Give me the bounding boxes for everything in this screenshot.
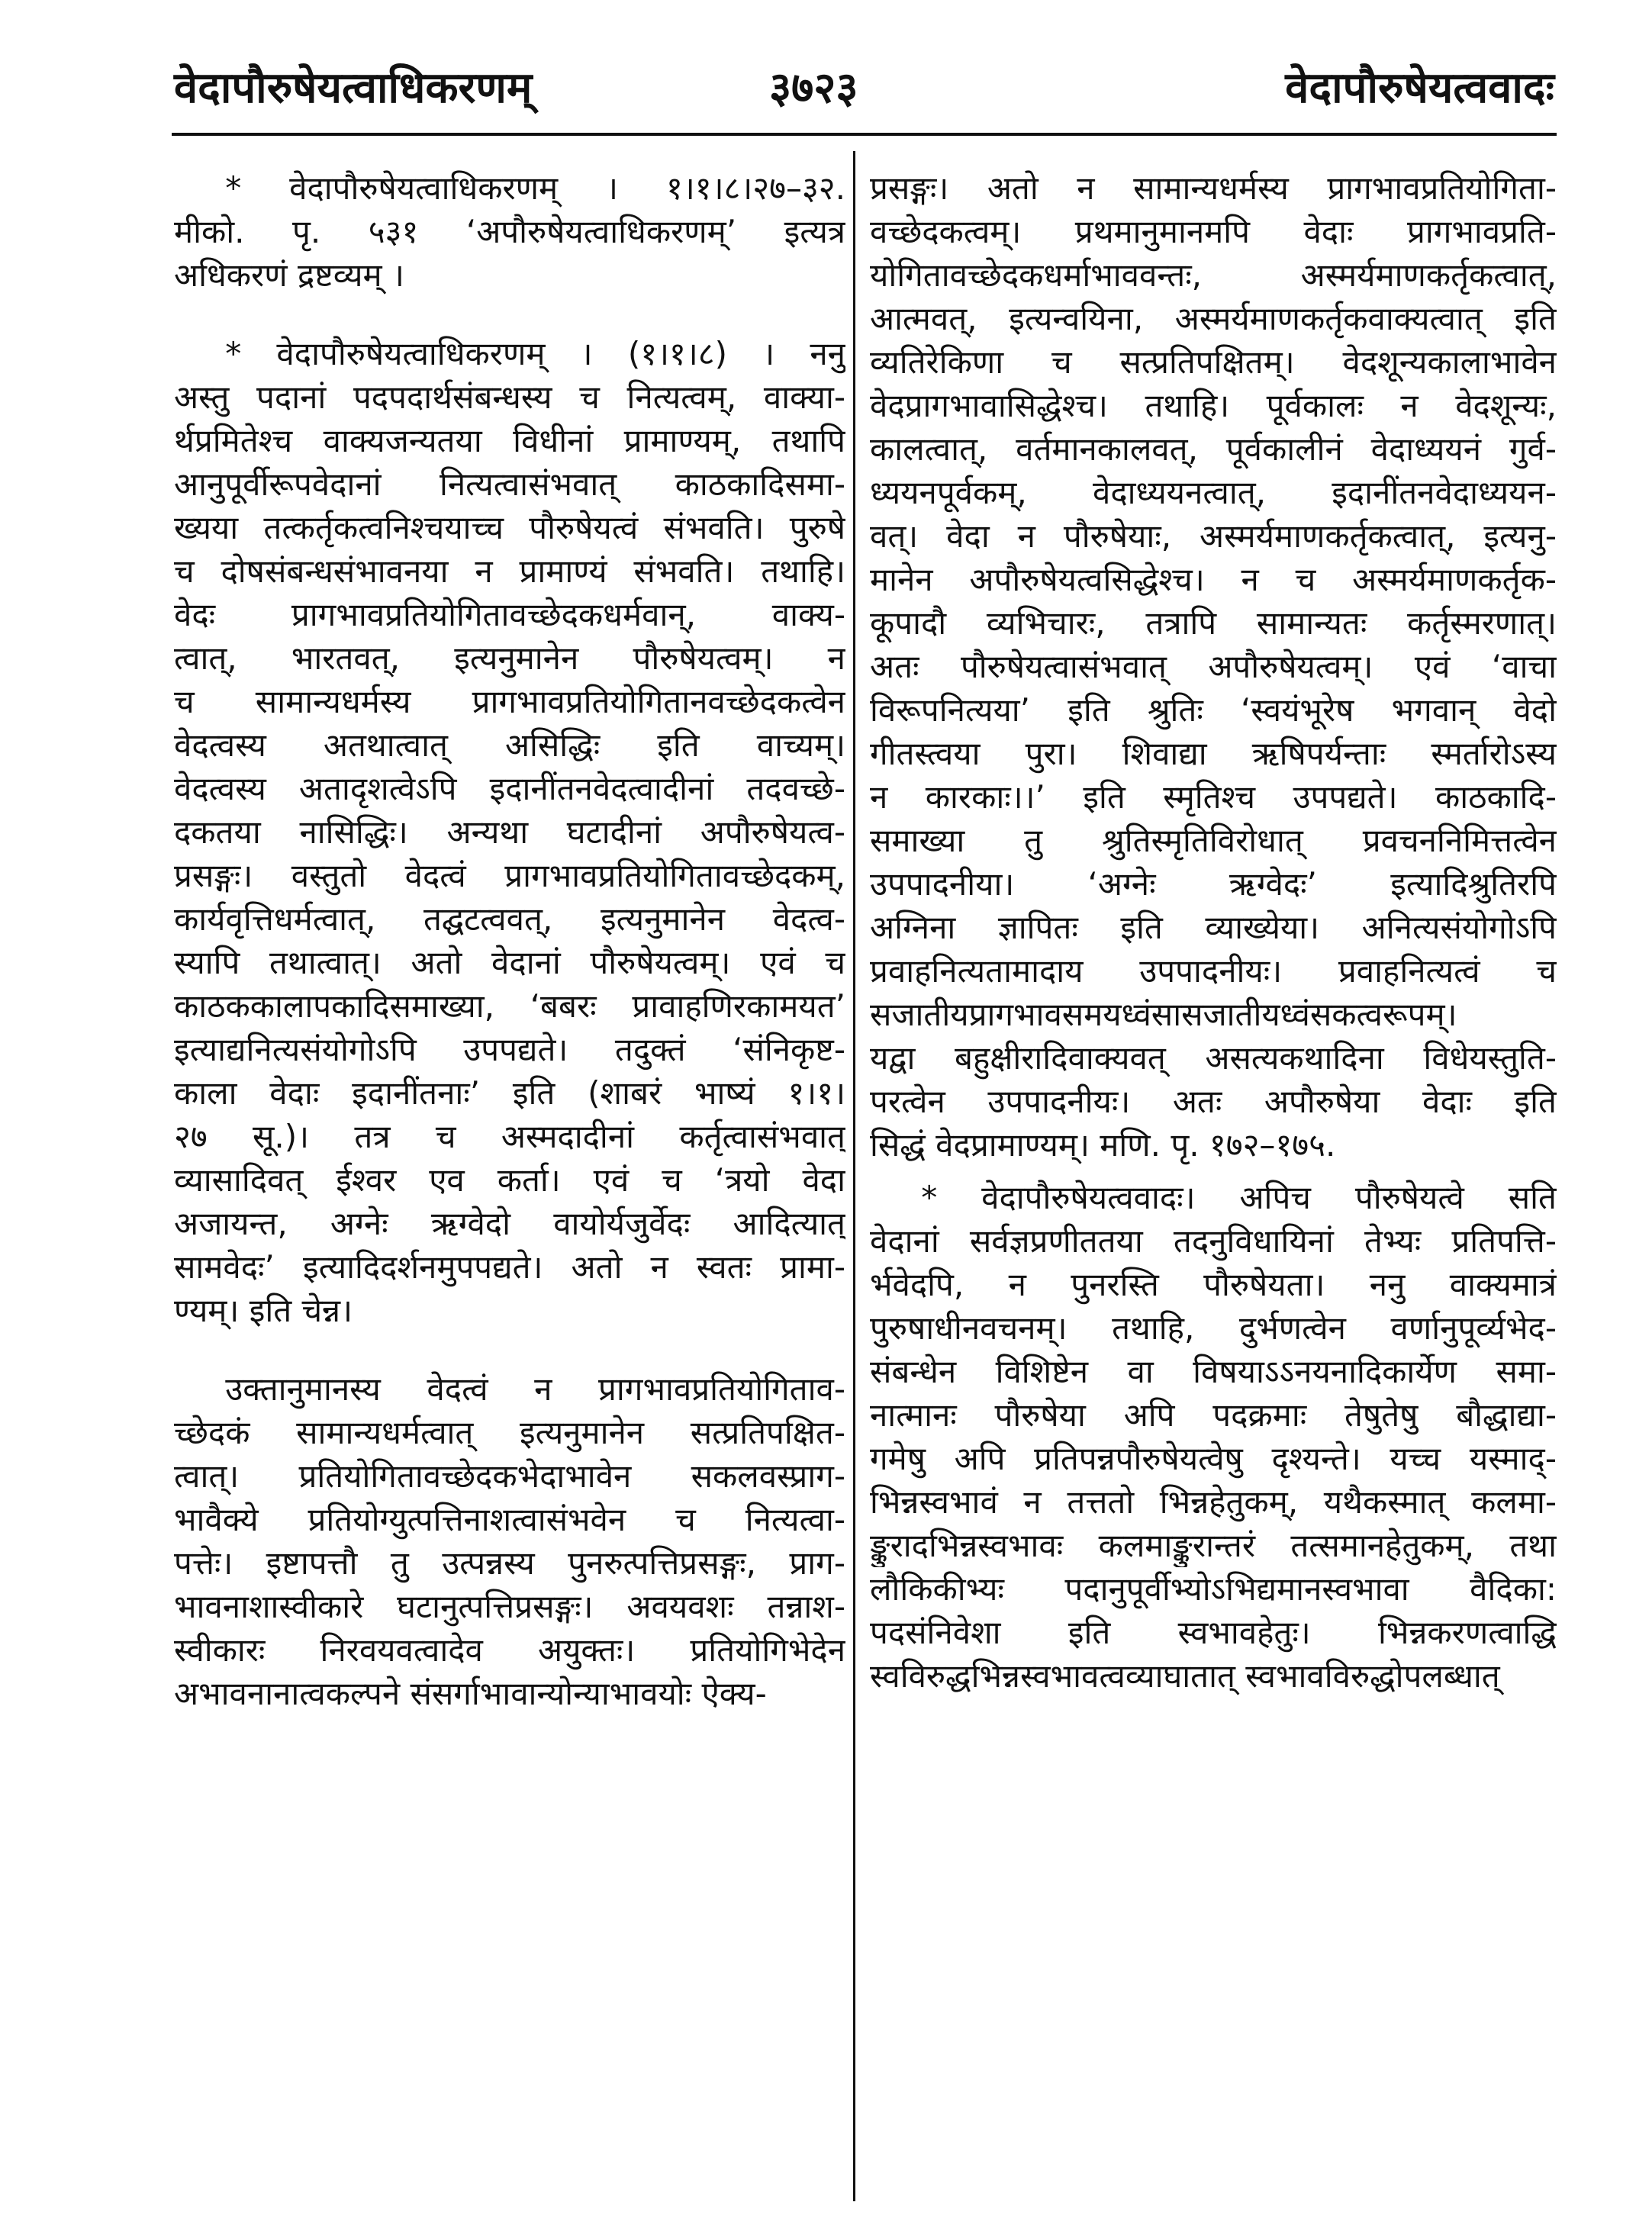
text-line: ण्यम्। इति चेन्न। <box>174 1292 353 1329</box>
text-line: नात्मानः पौरुषेया अपि पदक्रमाः तेषुतेषु बौद्धाद्या- <box>870 1396 1557 1434</box>
text-line: मानेन अपौरुषेयत्वसिद्धेश्च। न च अस्मर्यमाणकर्तृक- <box>870 561 1557 598</box>
text-line: कूपादौ व्यभिचारः, तत्रापि सामान्यतः कर्तृस्मरणात्। <box>870 604 1557 642</box>
text-line: स्वीकारः निरवयवत्वादेव अयुक्तः। प्रतियोगिभेदेन <box>174 1631 845 1669</box>
paragraph <box>174 1367 845 1715</box>
text-line: गमेषु अपि प्रतिपन्नपौरुषेयत्वेषु दृश्यन्ते। यच्च यस्माद्- <box>870 1440 1557 1477</box>
text-line: च सामान्यधर्मस्य प्रागभावप्रतियोगितानवच्छेदकत्वेन <box>174 683 845 720</box>
paragraph <box>870 1176 1557 1698</box>
page-number: ३७२३ <box>769 63 858 113</box>
text-line: अतः पौरुषेयत्वासंभवात् अपौरुषेयत्वम्। एवं ‘वाचा <box>870 648 1557 685</box>
column-divider <box>853 151 855 2201</box>
text-line: परत्वेन उपपादनीयः। अतः अपौरुषेया वेदाः इति <box>870 1083 1557 1120</box>
text-line: मीको. पृ. ५३१ ‘अपौरुषेयत्वाधिकरणम्’ इत्यत्र <box>174 213 845 250</box>
text-line: त्वात्, भारतवत्, इत्यनुमानेन पौरुषेयत्वम्। न <box>174 639 845 677</box>
text-line: सिद्धं वेदप्रामाण्यम्। मणि. पृ. १७२–१७५. <box>870 1126 1336 1164</box>
text-line: यद्वा बहुक्षीरादिवाक्यवत् असत्यकथादिना विधेयस्तुति- <box>870 1039 1557 1077</box>
text-line: भावैक्ये प्रतियोग्युत्पत्तिनाशत्वासंभवेन च नित्यत्वा- <box>174 1501 845 1538</box>
text-line: भावनाशास्वीकारे घटानुत्पत्तिप्रसङ्गः। अवयवशः तन्नाश- <box>174 1588 845 1625</box>
text-line: वेदः प्रागभावप्रतियोगितावच्छेदकधर्मवान्, वाक्य- <box>174 596 845 633</box>
text-line: वेदत्वस्य अतथात्वात् असिद्धिः इति वाच्यम्। <box>174 726 845 764</box>
paragraph <box>870 166 1557 1167</box>
text-line: आत्मवत्, इत्यन्वयिना, अस्मर्यमाणकर्तृकवाक्यत्वात् इति <box>870 300 1557 337</box>
text-line: लौकिकीभ्यः पदानुपूर्वीभ्योऽभिद्यमानस्वभावा वैदिका: <box>870 1570 1557 1608</box>
text-line: सजातीयप्रागभावसमयध्वंसासजातीयध्वंसकत्वरूपम्। <box>870 996 1457 1033</box>
text-line: दकतया नासिद्धिः। अन्यथा घटादीनां अपौरुषेयत्व- <box>174 813 845 851</box>
text-line: व्यतिरेकिणा च सत्प्रतिपक्षितम्। वेदशून्यकालाभावेन <box>870 343 1557 381</box>
paragraph <box>174 332 845 1332</box>
text-line: वत्। वेदा न पौरुषेयाः, अस्मर्यमाणकर्तृकत्वात्, इत्यनु- <box>870 517 1557 555</box>
text-line: अधिकरणं द्रष्टव्यम् । <box>174 256 404 294</box>
paragraph-gap <box>174 306 845 332</box>
text-line: स्यापि तथात्वात्। अतो वेदानां पौरुषेयत्वम्। एवं च <box>174 944 845 981</box>
paragraph <box>174 166 845 297</box>
text-line: गीतस्त्वया पुरा। शिवाद्या ऋषिपर्यन्ताः स्मर्तारोऽस्य <box>870 735 1557 772</box>
text-line: संबन्धेन विशिष्टेन वा विषयाऽऽनयनादिकार्येण समा- <box>870 1353 1557 1390</box>
text-line: र्भवेदपि, न पुनरस्ति पौरुषेयता। ननु वाक्यमात्रं <box>870 1266 1557 1303</box>
text-line: वेदत्वस्य अतादृशत्वेऽपि इदानींतनवेदत्वादीनां तदवच्छे- <box>174 770 845 807</box>
text-line: प्रसङ्गः। वस्तुतो वेदत्वं प्रागभावप्रतियोगितावच्छेदकम्, <box>174 857 845 894</box>
text-line: आनुपूर्वीरूपवेदानां नित्यत्वासंभवात् काठकादिसमा- <box>174 465 845 503</box>
text-line: अभावनानात्वकल्पने संसर्गाभावान्योन्याभावयोः ऐक्य- <box>174 1675 767 1712</box>
text-line: पदसंनिवेशा इति स्वभावहेतुः। भिन्नकरणत्वाद्धि <box>870 1614 1557 1651</box>
text-line: समाख्या तु श्रुतिस्मृतिविरोधात् प्रवचननिमित्तत्वेन <box>870 822 1557 859</box>
text-line: वच्छेदकत्वम्। प्रथमानुमानमपि वेदाः प्रागभावप्रति- <box>870 213 1557 250</box>
running-header-right: वेदापौरुषेयत्ववादः <box>1285 63 1554 113</box>
text-line: * वेदापौरुषेयत्वाधिकरणम् । १।१।८।२७–३२. <box>225 169 845 207</box>
text-line: प्रसङ्गः। अतो न सामान्यधर्मस्य प्रागभावप्रतियोगिता- <box>870 169 1557 207</box>
text-line: सामवेदः’ इत्यादिदर्शनमुपपद्यते। अतो न स्वतः प्रामा- <box>174 1248 845 1286</box>
text-line: च्छेदकं सामान्यधर्मत्वात् इत्यनुमानेन सत्प्रतिपक्षित- <box>174 1414 845 1451</box>
text-line: न कारकाः।।’ इति स्मृतिश्च उपपद्यते। काठकादि- <box>870 778 1557 816</box>
text-line: योगितावच्छेदकधर्माभाववन्तः, अस्मर्यमाणकर्तृकत्वात्, <box>870 256 1557 294</box>
paragraph-gap <box>174 1341 845 1367</box>
header-rule <box>172 133 1557 136</box>
text-line: र्थप्रमितेश्च वाक्यजन्यतया विधीनां प्रामाण्यम्, तथापि <box>174 422 845 459</box>
text-line: स्वविरुद्धभिन्नस्वभावत्वव्याघातात् स्वभावविरुद्धोपलब्धात् <box>870 1657 1500 1695</box>
text-line: अजायन्त, अग्नेः ऋग्वेदो वायोर्यजुर्वेदः आदित्यात् <box>174 1205 845 1242</box>
running-header-left: वेदापौरुषेयत्वाधिकरणम् <box>174 63 533 113</box>
text-line: ध्ययनपूर्वकम्, वेदाध्ययनत्वात्, इदानींतनवेदाध्ययन- <box>870 474 1557 511</box>
text-line: विरूपनित्यया’ इति श्रुतिः ‘स्वयंभूरेष भगवान् वेदो <box>870 691 1557 729</box>
text-line: अग्निना ज्ञापितः इति व्याख्येया। अनित्यसंयोगोऽपि <box>870 909 1557 946</box>
right-column <box>870 166 1557 1707</box>
text-line: अस्तु पदानां पदपदार्थसंबन्धस्य च नित्यत्वम्, वाक्या- <box>174 378 845 416</box>
text-line: वेदप्रागभावासिद्धेश्च। तथाहि। पूर्वकालः न वेदशून्यः, <box>870 387 1557 424</box>
text-line: त्वात्। प्रतियोगितावच्छेदकभेदाभावेन सकलवस्प्राग- <box>174 1457 845 1495</box>
text-line: * वेदापौरुषेयत्ववादः। अपिच पौरुषेयत्वे सति <box>921 1179 1557 1216</box>
text-line: पत्तेः। इष्टापत्तौ तु उत्पन्नस्य पुनरुत्पत्तिप्रसङ्गः, प्राग- <box>174 1544 845 1582</box>
left-column <box>174 166 845 1724</box>
text-line: प्रवाहनित्यतामादाय उपपादनीयः। प्रवाहनित्यत्वं च <box>870 952 1557 990</box>
text-line: २७ सू.)। तत्र च अस्मदादीनां कर्तृत्वासंभवात् <box>174 1118 845 1155</box>
text-line: पुरुषाधीनवचनम्। तथाहि, दुर्भणत्वेन वर्णानुपूर्व्यभेद- <box>870 1309 1557 1347</box>
text-line: * वेदापौरुषेयत्वाधिकरणम् । (१।१।८) । ननु <box>225 335 845 372</box>
text-line: काठककालापकादिसमाख्या, ‘बबरः प्रावाहणिरकामयत’ <box>174 987 845 1025</box>
text-line: कार्यवृत्तिधर्मत्वात्, तद्घटत्ववत्, इत्यनुमानेन वेदत्व- <box>174 900 845 938</box>
text-line: च दोषसंबन्धसंभावनया न प्रामाण्यं संभवति। तथाहि। <box>174 552 845 590</box>
text-line: व्यासादिवत् ईश्वर एव कर्ता। एवं च ‘त्रयो वेदा <box>174 1161 845 1199</box>
text-line: ख्यया तत्कर्तृकत्वनिश्चयाच्च पौरुषेयत्वं संभवति। पुरुषे <box>174 509 845 546</box>
text-line: ङ्कुरादभिन्नस्वभावः कलमाङ्कुरान्तरं तत्समानहेतुकम्, तथा <box>870 1527 1557 1564</box>
text-line: इत्याद्यनित्यसंयोगोऽपि उपपद्यते। तदुक्तं ‘संनिकृष्ट- <box>174 1031 845 1068</box>
text-line: काला वेदाः इदानींतनाः’ इति (शाबरं भाष्यं १।१। <box>174 1074 845 1112</box>
text-line: उपपादनीया। ‘अग्नेः ऋग्वेदः’ इत्यादिश्रुतिरपि <box>870 865 1557 903</box>
text-line: कालत्वात्, वर्तमानकालवत्, पूर्वकालीनं वेदाध्ययनं गुर्व- <box>870 430 1557 468</box>
text-line: उक्तानुमानस्य वेदत्वं न प्रागभावप्रतियोगिताव- <box>225 1370 845 1408</box>
text-line: भिन्नस्वभावं न तत्ततो भिन्नहेतुकम्, यथैकस्मात् कलमा- <box>870 1483 1557 1521</box>
text-line: वेदानां सर्वज्ञप्रणीततया तदनुविधायिनां तेभ्यः प्रतिपत्ति- <box>870 1222 1557 1260</box>
